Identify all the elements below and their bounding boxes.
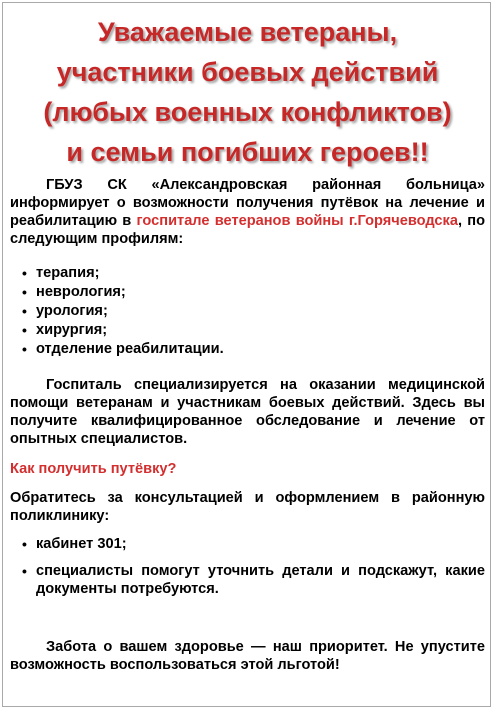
bullet-icon: • [22, 536, 27, 552]
hospital-name: госпитале ветеранов войны г.Горячеводска [136, 213, 458, 229]
bullet-icon: • [22, 284, 27, 300]
headline-line-4: и семьи погибших героев!! [66, 137, 429, 167]
intro-paragraph [10, 176, 485, 248]
specialization-paragraph: Госпиталь специализируется на оказании медицинской помощи ветеранам и участникам боевых действий. Здесь вы получите квалифицированное обследование и лечение от опытных специалистов. [10, 377, 485, 447]
headline-line-2: участники боевых действий [56, 57, 439, 87]
list-item: • неврология; [22, 284, 126, 300]
list-item: • терапия; [22, 265, 100, 281]
bullet-icon: • [22, 563, 27, 579]
list-item: • кабинет 301; [22, 536, 127, 552]
intro-text-end: , по следующим профилям: [10, 213, 486, 247]
list-item: • хирургия; [22, 322, 108, 338]
intro-text: ГБУЗ СК «Александровская районная больница» информирует о возможности получения путёвок на лечение и реабилитацию в [10, 177, 485, 229]
profiles-list [10, 264, 485, 359]
bullet-icon: • [22, 265, 27, 281]
list-item: • урология; [22, 303, 108, 319]
bullet-icon: • [22, 322, 27, 338]
headline-line-3: (любых военных конфликтов) [43, 97, 452, 127]
poster-body [10, 176, 485, 674]
list-item: • специалисты помогут уточнить детали и подскажут, какие документы потребуются. [22, 563, 485, 597]
bullet-icon: • [22, 341, 27, 357]
closing-paragraph: Забота о вашем здоровье — наш приоритет. Не упустите возможность воспользоваться этой льготой! [10, 639, 485, 673]
how-to-paragraph: Обратитесь за консультацией и оформлением в районную поликлинику: [10, 490, 485, 524]
bullet-icon: • [22, 303, 27, 319]
list-item: • отделение реабилитации. [22, 341, 224, 357]
headline-line-1: Уважаемые ветераны, [97, 17, 398, 47]
how-to-heading: Как получить путёвку? [10, 461, 177, 477]
how-to-list [10, 535, 485, 598]
